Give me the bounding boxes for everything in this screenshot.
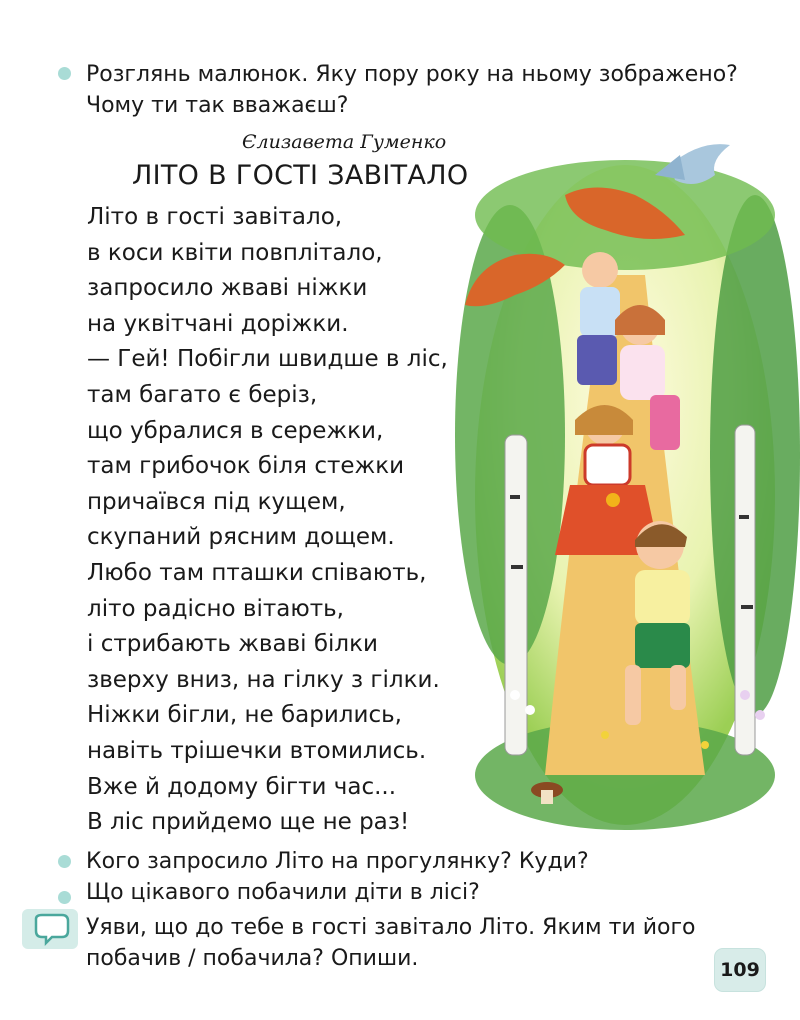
poem-line: там багато є беріз, (87, 381, 318, 408)
task-line2: побачив / побачила? Опиши. (86, 946, 419, 971)
question-1: Кого запросило Літо на прогулянку? Куди? (86, 849, 589, 874)
poem-line: причаївся під кущем, (87, 488, 346, 515)
poem-line: Любо там пташки співають, (87, 559, 427, 586)
intro-question-line2: Чому ти так вважаєш? (86, 93, 349, 118)
poem-author: Єлизавета Гуменко (242, 131, 447, 153)
poem-line: — Гей! Побігли швидше в ліс, (87, 346, 448, 373)
page-number: 109 (715, 949, 765, 991)
poem-line: і стрибають жваві білки (87, 631, 378, 658)
speech-bubble-icon (22, 909, 78, 949)
poem-line: запросило жваві ніжки (87, 275, 368, 302)
bullet-icon (58, 891, 71, 904)
poem-line: Ніжки бігли, не барились, (87, 702, 402, 729)
poem-line: скупаний рясним дощем. (87, 524, 395, 551)
intro-question-line1: Розглянь малюнок. Яку пору року на ньому зображено? (86, 62, 738, 87)
bullet-icon (58, 67, 71, 80)
poem-line: В ліс прийдемо ще не раз! (87, 809, 410, 836)
poem-title: ЛІТО В ГОСТІ ЗАВІТАЛО (132, 160, 469, 191)
poem-line: зверху вниз, на гілку з гілки. (87, 666, 440, 693)
poem-line: навіть трішечки втомились. (87, 737, 427, 764)
poem-line: літо радісно вітають, (87, 595, 344, 622)
poem-line: там грибочок біля стежки (87, 453, 405, 480)
poem-body (87, 200, 448, 841)
bullet-icon (58, 855, 71, 868)
poem-line: Літо в гості завітало, (87, 204, 343, 230)
task-line1: Уяви, що до тебе в гості завітало Літо. Яким ти його (86, 915, 696, 940)
poem-line: в коси квіти повплітало, (87, 239, 383, 266)
forest-illustration (455, 135, 800, 835)
poem-line: Вже й додому бігти час... (87, 773, 397, 800)
question-2: Що цікавого побачили діти в лісі? (86, 880, 480, 905)
poem-line: що убралися в сережки, (87, 417, 384, 444)
poem-line: на уквітчані доріжки. (87, 310, 349, 337)
